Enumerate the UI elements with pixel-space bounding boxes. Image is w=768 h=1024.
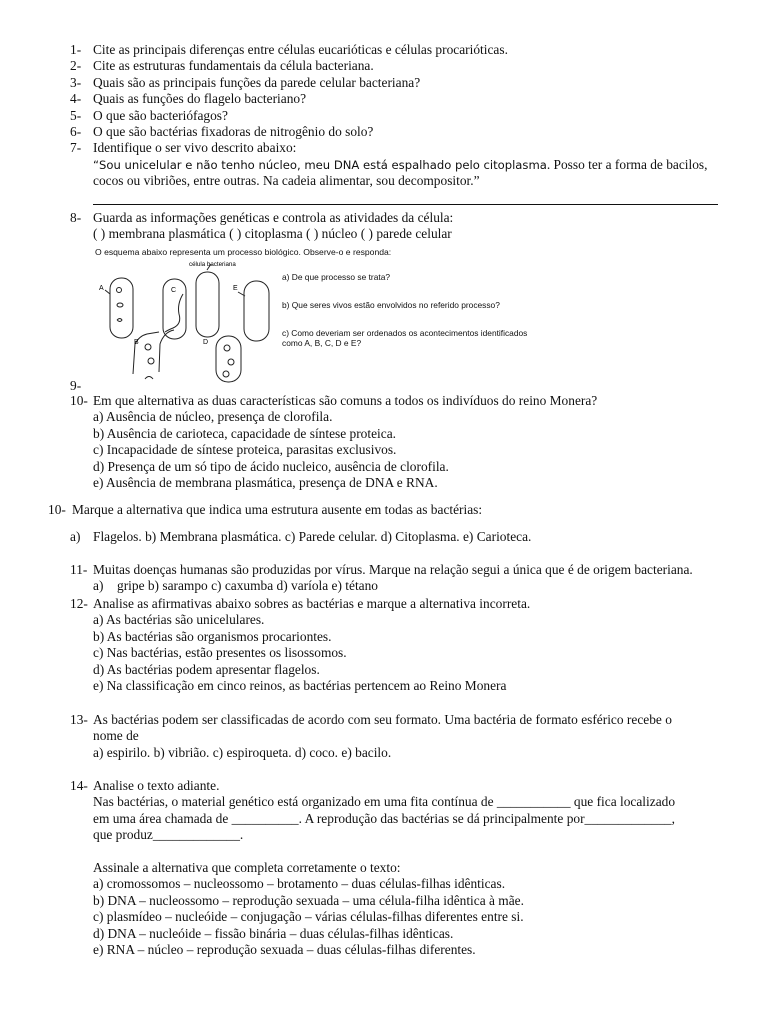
option: a) Ausência de núcleo, presença de clorofila. [93, 409, 333, 425]
question-6: 6- O que são bactérias fixadoras de nitrogênio do solo? [70, 123, 374, 139]
question-3: 3- Quais são as principais funções da parede celular bacteriana? [70, 74, 421, 90]
virus-particle [117, 319, 122, 322]
figure-title: O esquema abaixo representa um processo biológico. Observe-o e responda: [95, 247, 392, 257]
cell-a-shape [110, 278, 133, 338]
option: d) DNA – nucleóide – fissão binária – duas células-filhas idênticas. [93, 925, 454, 941]
question-14: 14- Analise o texto adiante. Nas bactérias, o material genético está organizado em uma fita contínua de ___________ que fica localizado em uma área chamada de __________. A reprodução das bactérias se dá principalmente por_____________, que produz_____________. [70, 778, 676, 843]
process-diagram [93, 244, 543, 384]
virus-particle [228, 359, 234, 365]
question-7-quote-line1: “Sou unicelular e não tenho núcleo, meu DNA está espalhado pelo citoplasma. Posso ter a forma de bacilos, [93, 156, 708, 172]
option: b) DNA – nucleossomo – reprodução sexuada – uma célula-filha idêntica à mãe. [93, 892, 524, 908]
figure-question-b: b) Que seres vivos estão envolvidos no referido processo? [282, 300, 500, 310]
figure-question-a: a) De que processo se trata? [282, 272, 391, 282]
question-14-options [0, 860, 768, 958]
question-11: 11- Muitas doenças humanas são produzidas por vírus. Marque na relação segui a única que é de origem bacteriana. a) gripe b) sarampo c) caxumba d) varíola e) tétano [0, 562, 768, 595]
virus-particle [224, 345, 230, 351]
question-1: 1- Cite as principais diferenças entre células eucarióticas e células procarióticas. [70, 42, 508, 57]
question-7: 7- Identifique o ser vivo descrito abaixo: [70, 140, 297, 156]
virus-particle [117, 303, 123, 307]
cell-label: célula bacteriana [189, 261, 236, 268]
question-8-options: ( ) membrana plasmática ( ) citoplasma ( ) núcleo ( ) parede celular [93, 226, 452, 242]
option: e) Na classificação em cinco reinos, as bactérias pertencem ao Reino Monera [93, 677, 507, 693]
cell-e-shape [244, 281, 269, 341]
question-4: 4- Quais as funções do flagelo bacteriano? [70, 91, 307, 107]
question-10a: 10- Em que alternativa as duas características são comuns a todos os indivíduos do reino Monera? a) Ausência de núcleo, presença de clorofila. b) Ausência de carioteca, capacidade de síntese proteica. c) Incapacidade de síntese proteica, parasitas exclusivos. d) Presença de um só tipo de ácido nucleico, ausência de clorofila. e) Ausência de membrana plasmática, presença de DNA e RNA. [0, 393, 768, 491]
option: e) RNA – núcleo – reprodução sexuada – duas células-filhas diferentes. [93, 941, 476, 957]
option: a) As bactérias são unicelulares. [93, 612, 265, 628]
figure-question-c-line2: como A, B, C, D e E? [282, 338, 362, 348]
question-2: 2- Cite as estruturas fundamentais da célula bacteriana. [70, 58, 374, 74]
question-10b-options: a) Flagelos. b) Membrana plasmática. c) Parede celular. d) Citoplasma. e) Carioteca. [70, 529, 532, 544]
question-5: 5- O que são bacteriófagos? [70, 107, 228, 123]
question-12: 12- Analise as afirmativas abaixo sobres as bactérias e marque a alternativa incorreta. a) As bactérias são unicelulares. b) As bactérias são organismos procariontes. c) Nas bactérias, estão presentes os lisossomos. d) As bactérias podem apresentar flagelos. e) Na classificação em cinco reinos, as bactérias pertencem ao Reino Monera [0, 596, 768, 694]
option: d) As bactérias podem apresentar flagelos. [93, 661, 320, 677]
option: a) cromossomos – nucleossomo – brotamento – duas células-filhas idênticas. [93, 876, 506, 892]
option: b) Ausência de carioteca, capacidade de síntese proteica. [93, 425, 396, 441]
quote-sans-text: “Sou unicelular e não tenho núcleo, meu DNA está espalhado pelo citoplasma [93, 157, 547, 172]
label-e: E [233, 285, 238, 292]
option: d) Presença de um só tipo de ácido nucleico, ausência de clorofila. [93, 458, 449, 474]
bacterial-process-figure [93, 244, 543, 384]
answer-line [93, 204, 718, 205]
label-c: C [171, 287, 177, 294]
label-d: D [203, 339, 209, 346]
bacterial-cell-shape [196, 272, 219, 337]
label-b: B [134, 339, 139, 346]
virus-particle [117, 288, 122, 293]
question-list-1-7 [0, 42, 768, 190]
injected-dna [165, 294, 183, 332]
question-8: 8- Guarda as informações genéticas e controla as atividades da célula: ( ) membrana plasmática ( ) citoplasma ( ) núcleo ( ) parede celular [0, 210, 768, 243]
question-7-quote-line2: cocos ou vibriões, entre outras. Na cadeia alimentar, sou decompositor.” [93, 173, 480, 189]
virus-particle [148, 358, 154, 364]
virus-particle [223, 371, 229, 377]
option: e) Ausência de membrana plasmática, presença de DNA e RNA. [93, 474, 438, 490]
question-9-10 [0, 378, 768, 394]
question-9: 9- [70, 378, 82, 393]
option: c) Nas bactérias, estão presentes os lisossomos. [93, 645, 347, 661]
question-10b: 10- Marque a alternativa que indica uma estrutura ausente em todas as bactérias: [48, 502, 483, 517]
option: b) As bactérias são organismos procariontes. [93, 628, 332, 644]
question-13-options: a) espirilo. b) vibrião. c) espiroqueta. d) coco. e) bacilo. [93, 744, 392, 760]
figure-question-c-line1: c) Como deveriam ser ordenados os acontecimentos identificados [282, 328, 528, 338]
virus-particle [145, 344, 151, 350]
question-13: 13- As bactérias podem ser classificadas de acordo com seu formato. Uma bactéria de formato esférico recebe o nome de a) espirilo. b) vibrião. c) espiroqueta. d) coco. e) bacilo. [0, 712, 768, 761]
label-a: A [99, 285, 104, 292]
option: c) plasmídeo – nucleóide – conjugação – várias células-filhas diferentes entre si. [93, 909, 524, 925]
question-11-options: a) gripe b) sarampo c) caxumba d) varíola e) tétano [93, 578, 378, 594]
cell-a-arrow [105, 290, 110, 294]
option: c) Incapacidade de síntese proteica, parasitas exclusivos. [93, 442, 397, 458]
instruction: Assinale a alternativa que completa corretamente o texto: [93, 860, 401, 875]
